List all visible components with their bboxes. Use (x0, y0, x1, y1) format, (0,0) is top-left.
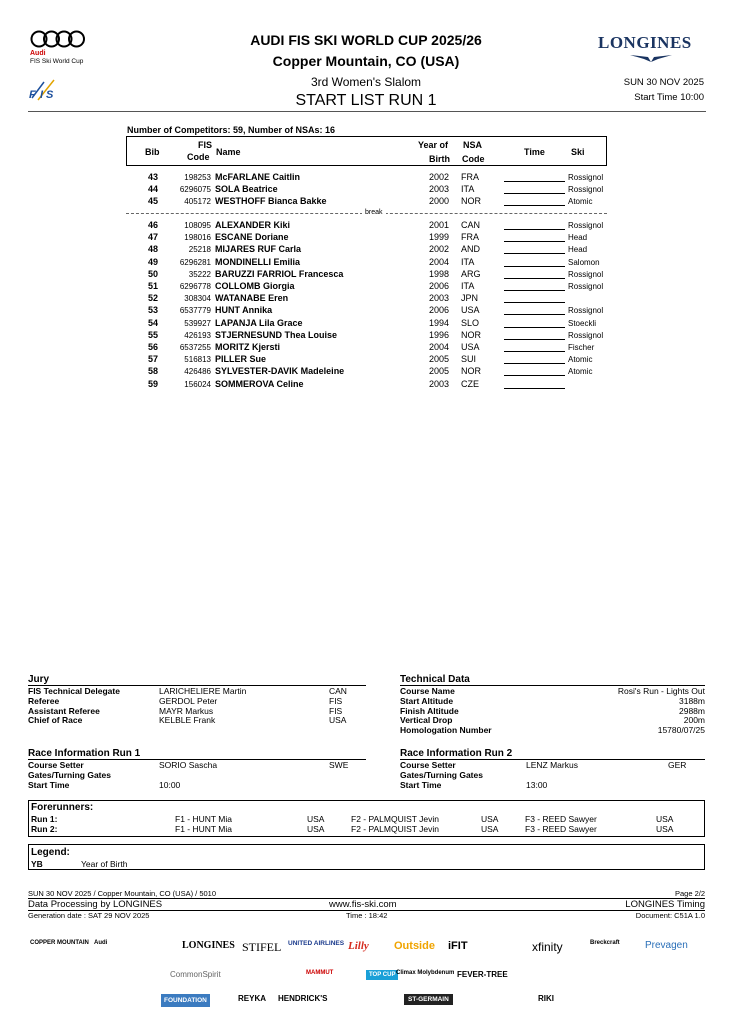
nsa-code: AND (461, 244, 481, 255)
competitor-row (126, 172, 607, 184)
sponsor-logo: COPPER MOUNTAIN (30, 940, 89, 946)
sponsor-logo: Audi (94, 940, 108, 946)
table-header (126, 136, 607, 166)
athlete-name: PILLER Sue (215, 354, 267, 365)
athlete-name: COLLOMB Giorgia (215, 281, 295, 291)
time-blank-line (504, 220, 565, 230)
sponsor-logo: xfinity (532, 940, 563, 954)
sponsor-logo: Outside (394, 940, 435, 952)
race-date: SUN 30 NOV 2025 (623, 77, 704, 88)
race-info-1-title: Race Information Run 1 (28, 748, 141, 759)
tech-label: Finish Altitude (400, 705, 459, 716)
fis-code: 198253 (184, 173, 211, 182)
bib-number: 54 (147, 317, 158, 328)
forerunner-1-nation: USA (307, 824, 325, 834)
bib-number: 50 (147, 268, 158, 279)
tech-value: Rosi's Run - Lights Out (617, 686, 705, 696)
nsa-code: ITA (461, 256, 475, 267)
jury-role: Referee (28, 695, 60, 706)
fis-code: 426193 (184, 330, 211, 340)
bib-number: 43 (147, 172, 158, 182)
forerunner-1: F1 - HUNT Mia (175, 824, 232, 834)
competitor-row (126, 220, 607, 232)
forerunners-title: Forerunners: (31, 802, 94, 813)
competitor-row (126, 354, 607, 366)
fis-code: 6296075 (179, 185, 211, 195)
time-blank-line (504, 354, 565, 364)
fis-code: 108095 (184, 221, 211, 230)
legend-meaning: Year of Birth (81, 859, 128, 869)
col-time: Time (524, 147, 545, 157)
time-blank-line (504, 257, 565, 267)
race-start-time: Start Time 10:00 (634, 92, 704, 103)
tech-value: 2988m (679, 705, 705, 716)
audi-subtitle: FIS Ski World Cup (30, 58, 84, 65)
col-fis-2: Code (187, 152, 210, 162)
footer-time: Time : 18:42 (346, 911, 388, 920)
bib-number: 51 (147, 281, 158, 291)
ri2-course-setter: LENZ Markus (526, 760, 578, 770)
sponsor-logo: LONGINES (182, 940, 235, 951)
footer-generation-date: Generation date : SAT 29 NOV 2025 (28, 911, 150, 920)
competitor-row (126, 293, 607, 305)
jury-name: MAYR Markus (159, 705, 214, 716)
sponsor-logo: HENDRICK'S (278, 994, 328, 1003)
bib-number: 48 (147, 244, 158, 255)
nsa-code: JPN (461, 293, 479, 304)
bib-number: 55 (147, 329, 158, 340)
time-blank-line (504, 184, 565, 194)
legend-title: Legend: (31, 847, 70, 858)
svg-text:F: F (29, 89, 36, 101)
year-of-birth: 2003 (429, 293, 450, 304)
ri2-course-setter-label: Course Setter (400, 760, 456, 770)
footer-data-processing: Data Processing by LONGINES (28, 899, 163, 910)
bib-number: 59 (147, 378, 158, 389)
header-divider (28, 111, 706, 112)
sponsor-logo: iFIT (448, 940, 468, 952)
col-year-2: Birth (429, 154, 450, 164)
year-of-birth: 2005 (429, 366, 450, 377)
ri2-start-time-label: Start Time (400, 780, 442, 790)
ski-brand: Fischer (568, 343, 595, 352)
jury-nation: CAN (329, 686, 347, 696)
year-of-birth: 2004 (429, 256, 450, 267)
year-of-birth: 1994 (429, 317, 450, 328)
nsa-code: SLO (461, 317, 480, 328)
forerunner-1: F1 - HUNT Mia (175, 814, 232, 824)
jury-name: GERDOL Peter (159, 695, 218, 706)
nsa-code: FRA (461, 172, 479, 182)
footer-date-location: SUN 30 NOV 2025 / Copper Mountain, CO (USA) / 5010 (28, 889, 217, 898)
ski-brand: Stoeckli (568, 318, 597, 328)
ski-brand: Atomic (568, 197, 593, 207)
time-blank-line (504, 281, 565, 291)
tech-label: Start Altitude (400, 695, 454, 706)
ski-brand: Head (568, 245, 588, 255)
technical-data-title: Technical Data (400, 674, 470, 685)
time-blank-line (504, 196, 565, 206)
athlete-name: STJERNESUND Thea Louise (215, 329, 338, 340)
nsa-code: USA (461, 305, 480, 316)
bib-number: 49 (147, 256, 158, 267)
ski-brand: Rossignol (568, 221, 604, 230)
tech-value: 15780/07/25 (657, 725, 705, 736)
competitor-row (126, 281, 607, 293)
jury-name: LARICHELIERE Martin (159, 686, 247, 696)
legend-box (28, 844, 705, 870)
year-of-birth: 2004 (429, 342, 450, 352)
break-label: break (362, 209, 386, 216)
ri2-gates-label: Gates/Turning Gates (400, 770, 483, 780)
forerunner-2-nation: USA (481, 824, 499, 834)
ski-brand: Head (568, 233, 588, 243)
competitor-row (126, 342, 607, 354)
athlete-name: McFARLANE Caitlin (215, 172, 301, 182)
sponsor-logo: Climax Molybdenum (396, 970, 455, 976)
ski-brand: Rossignol (568, 269, 604, 279)
nsa-code: FRA (461, 232, 479, 243)
competitor-row (126, 318, 607, 330)
year-of-birth: 1998 (429, 268, 450, 279)
tech-label: Course Name (400, 686, 455, 696)
nsa-code: CZE (461, 378, 479, 389)
athlete-name: BARUZZI FARRIOL Francesca (215, 268, 344, 279)
year-of-birth: 1999 (429, 232, 450, 243)
tech-label: Homologation Number (400, 725, 492, 736)
jury-nation: FIS (329, 705, 343, 716)
forerunner-3-nation: USA (656, 814, 674, 824)
time-blank-line (504, 269, 565, 279)
fis-code: 6537779 (179, 306, 211, 316)
forerunner-2: F2 - PALMQUIST Jevin (351, 814, 440, 824)
bib-number: 46 (147, 220, 158, 230)
sponsor-logo: Lilly (348, 940, 369, 952)
competitors-summary: Number of Competitors: 59, Number of NSAs: 16 (127, 125, 336, 135)
footer-page: Page 2/2 (674, 889, 705, 898)
sponsor-logo: ST-GERMAIN (404, 994, 453, 1005)
sponsor-logo: RIKI (538, 994, 554, 1003)
fis-code: 308304 (184, 294, 211, 304)
longines-logo: LONGINES (598, 33, 692, 52)
sponsor-logo: REYKA (238, 994, 267, 1003)
athlete-name: ESCANE Doriane (215, 232, 289, 243)
fis-code: 6296778 (179, 282, 211, 291)
athlete-name: SOMMEROVA Celine (215, 378, 304, 389)
competitor-row (126, 330, 607, 342)
forerunner-3-nation: USA (656, 824, 674, 834)
time-blank-line (504, 318, 565, 328)
sponsor-logo: UNITED AIRLINES (288, 940, 345, 947)
ri2-start-time: 13:00 (526, 780, 548, 790)
jury-name: KELBLE Frank (159, 715, 216, 726)
year-of-birth: 2006 (429, 305, 450, 316)
fis-code: 25218 (188, 245, 211, 255)
jury-nation: USA (329, 715, 347, 726)
nsa-code: ARG (461, 268, 481, 279)
jury-nation: FIS (329, 695, 343, 706)
competitor-row (126, 269, 607, 281)
forerunner-2: F2 - PALMQUIST Jevin (351, 824, 440, 834)
race-name: 3rd Women's Slalom (310, 75, 422, 89)
ski-brand: Salomon (568, 257, 600, 267)
nsa-code: SUI (461, 354, 477, 365)
fis-code: 6537255 (179, 343, 211, 352)
nsa-code: ITA (461, 281, 475, 291)
col-bib: Bib (145, 147, 160, 157)
year-of-birth: 2006 (429, 281, 450, 291)
sponsor-logo: Prevagen (645, 940, 688, 951)
competitor-row (126, 232, 607, 244)
forerunners-box (28, 800, 705, 837)
competitor-row (126, 379, 607, 391)
bib-number: 58 (147, 366, 158, 377)
audi-label: Audi (30, 50, 46, 57)
bib-number: 47 (147, 232, 158, 243)
year-of-birth: 2003 (429, 184, 450, 195)
sponsor-logo: MAMMUT (306, 970, 334, 976)
year-of-birth: 2002 (429, 172, 450, 182)
year-of-birth: 1996 (429, 329, 450, 340)
ri1-start-time: 10:00 (159, 780, 181, 790)
athlete-name: MORITZ Kjersti (215, 342, 281, 352)
tech-value: 200m (683, 715, 705, 726)
time-blank-line (504, 305, 565, 315)
footer-website-link[interactable]: www.fis-ski.com (329, 899, 397, 910)
sponsor-logo: CommonSpirit (170, 970, 221, 979)
year-of-birth: 2003 (429, 378, 450, 389)
ski-brand: Rossignol (568, 306, 604, 316)
forerunner-2-nation: USA (481, 814, 499, 824)
col-year-1: Year of (418, 140, 449, 150)
svg-text:I: I (40, 89, 44, 101)
competitor-row (126, 196, 607, 208)
legend-abbr: YB (31, 859, 43, 869)
document-title: START LIST RUN 1 (295, 92, 437, 109)
nsa-code: USA (461, 342, 480, 352)
time-blank-line (504, 379, 565, 389)
fis-code: 6296281 (179, 257, 211, 267)
time-blank-line (504, 172, 565, 182)
ski-brand: Rossignol (568, 282, 604, 291)
ri1-course-setter-label: Course Setter (28, 760, 84, 770)
fis-code: 426486 (184, 367, 211, 377)
time-blank-line (504, 342, 565, 352)
forerunner-3: F3 - REED Sawyer (525, 814, 597, 824)
fis-code: 539927 (184, 318, 211, 328)
nsa-code: CAN (461, 220, 481, 230)
jury-role: Chief of Race (28, 715, 83, 726)
ski-brand: Atomic (568, 355, 593, 365)
fis-code: 405172 (184, 197, 211, 207)
athlete-name: HUNT Annika (215, 305, 273, 316)
time-blank-line (504, 293, 565, 303)
footer-timing: LONGINES Timing (625, 899, 705, 910)
athlete-name: WATANABE Eren (215, 293, 289, 304)
tech-label: Vertical Drop (400, 715, 453, 726)
athlete-name: WESTHOFF Bianca Bakke (215, 196, 327, 207)
jury-role: Assistant Referee (28, 705, 100, 716)
year-of-birth: 2001 (429, 220, 450, 230)
ri1-gates-label: Gates/Turning Gates (28, 770, 111, 780)
time-blank-line (504, 244, 565, 254)
footer-document: Document: C51A 1.0 (635, 911, 705, 920)
year-of-birth: 2002 (429, 244, 450, 255)
event-title: AUDI FIS SKI WORLD CUP 2025/26 (250, 32, 482, 48)
ski-brand: Rossignol (568, 173, 604, 182)
col-ski: Ski (571, 147, 585, 157)
year-of-birth: 2000 (429, 196, 450, 207)
ri1-course-setter-nation: SWE (329, 760, 349, 770)
sponsor-logo: TOP CUP (366, 970, 398, 980)
col-nsa-1: NSA (463, 140, 483, 150)
year-of-birth: 2005 (429, 354, 450, 365)
athlete-name: MONDINELLI Emilia (215, 256, 301, 267)
nsa-code: ITA (461, 184, 475, 195)
forerunner-1-nation: USA (307, 814, 325, 824)
competitor-row (126, 257, 607, 269)
athlete-name: ALEXANDER Kiki (215, 220, 291, 230)
competitor-row (126, 305, 607, 317)
sponsor-logo: STIFEL (242, 940, 282, 954)
fis-code: 198016 (184, 233, 211, 243)
nsa-code: NOR (461, 366, 481, 377)
fis-code: 35222 (188, 269, 211, 279)
ri1-start-time-label: Start Time (28, 780, 70, 790)
competitor-row (126, 244, 607, 256)
athlete-name: SOLA Beatrice (215, 184, 278, 195)
bib-number: 57 (147, 354, 158, 365)
fis-code: 156024 (184, 379, 211, 389)
race-info-2-title: Race Information Run 2 (400, 748, 513, 759)
athlete-name: LAPANJA Lila Grace (215, 317, 303, 328)
ski-brand: Rossignol (568, 330, 604, 340)
forerunner-run-label: Run 2: (31, 824, 58, 834)
bib-number: 52 (147, 293, 158, 304)
svg-text:S: S (46, 89, 54, 101)
bib-number: 56 (147, 342, 158, 352)
tech-value: 3188m (679, 695, 705, 706)
bib-number: 44 (147, 184, 158, 195)
col-fis-1: FIS (198, 140, 213, 150)
ri2-course-setter-nation: GER (668, 760, 687, 770)
jury-role: FIS Technical Delegate (28, 686, 120, 696)
bib-number: 45 (147, 196, 158, 207)
ski-brand: Atomic (568, 367, 593, 377)
sponsor-logo: Breckcraft (590, 940, 620, 946)
sponsor-logo: FEVER-TREE (457, 970, 508, 979)
ri1-course-setter: SORIO Sascha (159, 760, 218, 770)
time-blank-line (504, 366, 565, 376)
bib-number: 53 (147, 305, 158, 316)
event-location: Copper Mountain, CO (USA) (272, 53, 460, 69)
sponsor-logo: FOUNDATION (161, 994, 210, 1007)
col-nsa-2: Code (462, 154, 485, 164)
competitor-row (126, 366, 607, 378)
ski-brand: Rossignol (568, 185, 604, 195)
nsa-code: NOR (461, 329, 481, 340)
col-name: Name (216, 147, 241, 157)
jury-title: Jury (28, 674, 50, 685)
time-blank-line (504, 330, 565, 340)
athlete-name: MIJARES RUF Carla (215, 244, 302, 255)
athlete-name: SYLVESTER-DAVIK Madeleine (215, 366, 345, 377)
nsa-code: NOR (461, 196, 481, 207)
fis-code: 516813 (184, 355, 211, 365)
longines-wings-icon (628, 53, 674, 63)
forerunner-run-label: Run 1: (31, 814, 58, 824)
competitor-row (126, 184, 607, 196)
forerunner-3: F3 - REED Sawyer (525, 824, 597, 834)
time-blank-line (504, 232, 565, 242)
